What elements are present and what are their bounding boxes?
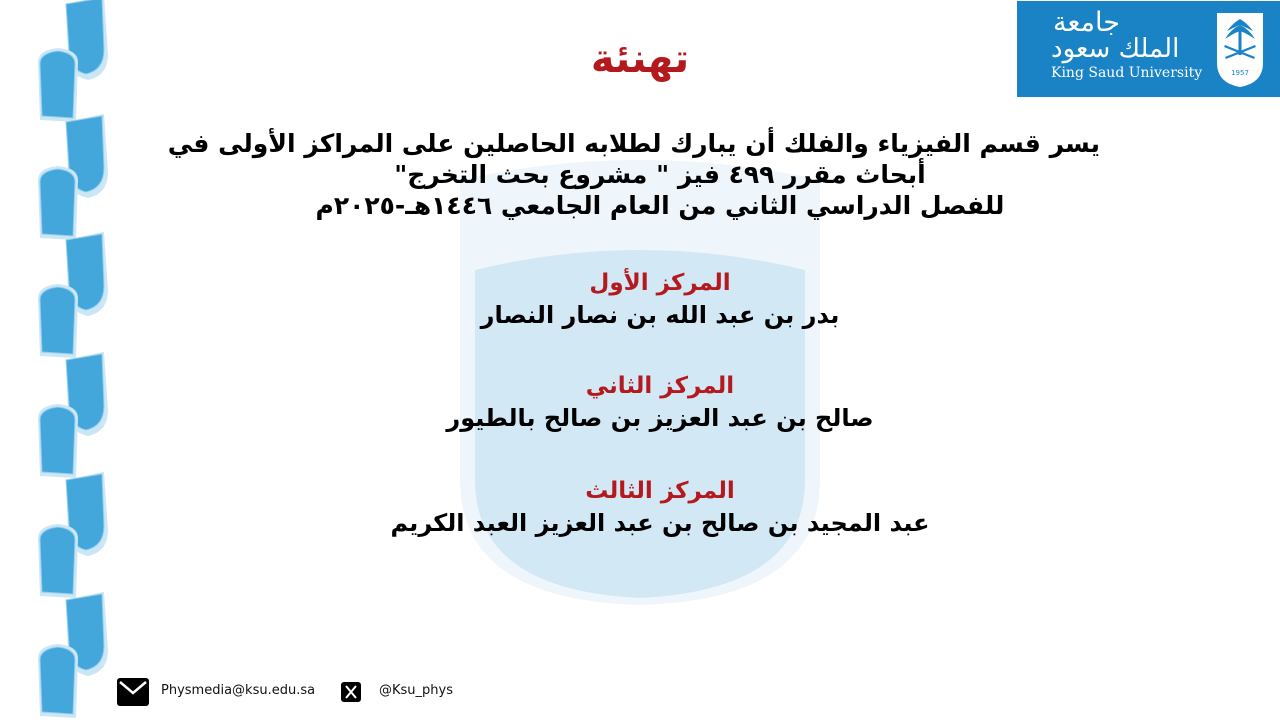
intro-line-3: للفصل الدراسي الثاني من العام الجامعي ١٤٤٦هـ-٢٠٢٥م: [315, 191, 1005, 220]
university-logo: [1017, 1, 1280, 97]
intro-text: [167, 128, 1100, 221]
logo-arabic-line2: الملك سعود: [1051, 34, 1180, 64]
place-first: [340, 268, 980, 332]
palm-swords-emblem-icon: [1213, 7, 1267, 89]
x-logo-icon: [341, 682, 361, 702]
envelope-icon: [117, 678, 149, 706]
logo-english-name: King Saud University: [1051, 65, 1203, 81]
place-label: المركز الثالث: [585, 478, 735, 504]
place-label: المركز الأول: [589, 270, 731, 296]
social-handle[interactable]: @Ksu_phys: [379, 683, 453, 698]
footer-contacts: [117, 676, 517, 710]
place-third: [340, 476, 980, 540]
contact-email[interactable]: Physmedia@ksu.edu.sa: [161, 683, 316, 698]
intro-line-1: يسر قسم الفيزياء والفلك أن يبارك لطلابه الحاصلين على المراكز الأولى في: [167, 129, 1100, 158]
place-label: المركز الثاني: [585, 373, 735, 399]
logo-year: 1957: [1231, 69, 1249, 77]
winner-name: بدر بن عبد الله بن نصار النصار: [480, 301, 840, 329]
winner-name: صالح بن عبد العزيز بن صالح بالطيور: [446, 404, 874, 432]
winner-name: عبد المجيد بن صالح بن عبد العزيز العبد الكريم: [390, 509, 930, 537]
place-second: [340, 371, 980, 435]
page-title: تهنئة: [590, 36, 690, 82]
logo-arabic-line1: جامعة: [1053, 7, 1120, 38]
intro-line-2: أبحاث مقرر ٤٩٩ فيز " مشروع بحث التخرج": [394, 160, 926, 189]
left-shield-decoration: [0, 0, 140, 720]
